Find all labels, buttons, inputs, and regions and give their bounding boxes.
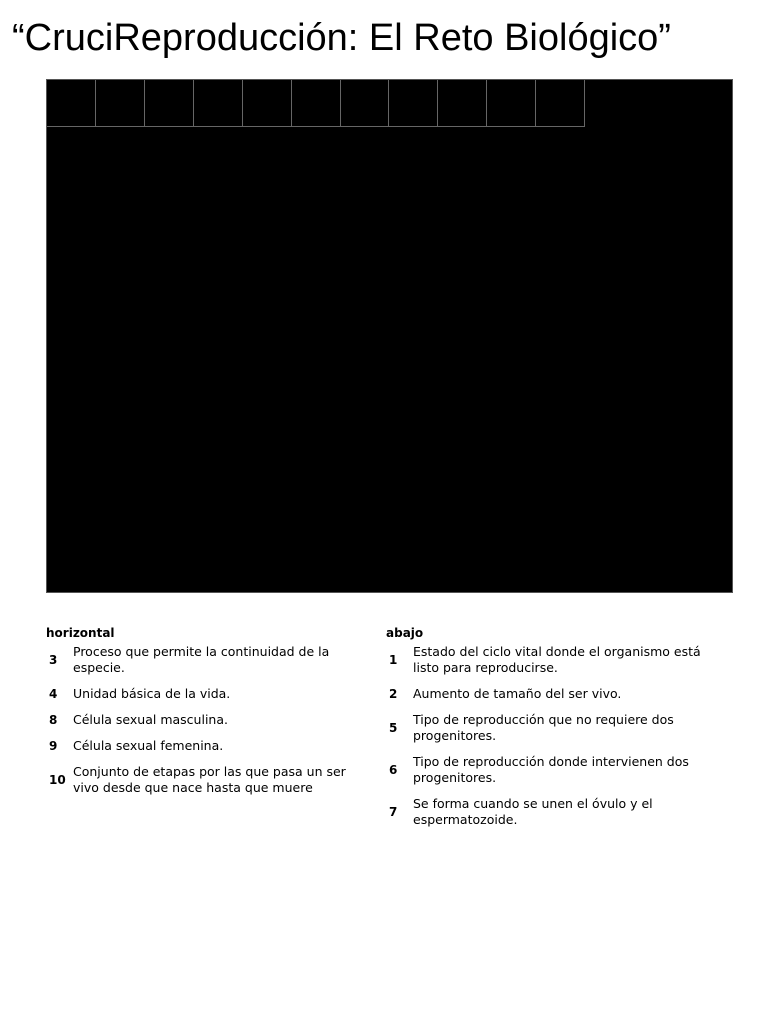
across-clues [46,626,346,806]
clue-item-number: 4 [49,687,58,701]
clue-item [46,738,346,754]
clue-item-text: Célula sexual masculina. [73,712,228,727]
clue-item [46,764,346,796]
clue-item-number: 7 [389,805,398,819]
page-title: “CruciReproducción: El Reto Biológico” [12,17,671,59]
clue-item-number: 9 [49,739,58,753]
clue-item-text: Célula sexual femenina. [73,738,224,753]
clue-item-text: Tipo de reproducción que no requiere dos progenitores. [413,712,674,743]
clue-item [46,644,346,676]
block-cell [194,80,243,127]
down-clue-list [386,644,716,828]
clue-item [46,712,346,728]
clue-item [386,686,716,702]
clue-item-text: Conjunto de etapas por las que pasa un ser vivo desde que nace hasta que muere [73,764,346,795]
clue-item-number: 10 [49,773,66,787]
block-cell [487,80,536,127]
block-cell [145,80,194,127]
block-cell [389,80,438,127]
clue-item-number: 2 [389,687,398,701]
clue-item [386,796,716,828]
clue-number: 1 [49,80,56,93]
clue-item-text: Proceso que permite la continuidad de la especie. [73,644,330,675]
clue-item [386,644,716,676]
block-cell [341,80,390,127]
clue-item-text: Unidad básica de la vida. [73,686,231,701]
clue-item-text: Estado del ciclo vital donde el organismo está listo para reproducirse. [413,644,701,675]
clue-number: 8 [293,80,301,93]
down-heading: abajo [386,626,424,640]
across-clue-list [46,644,346,796]
block-cell [536,80,585,127]
clue-item-number: 1 [389,653,398,667]
clue-item-text: Aumento de tamaño del ser vivo. [413,686,622,701]
across-heading: horizontal [46,626,115,640]
block-cell [243,80,292,127]
clue-item-text: Se forma cuando se unen el óvulo y el espermatozoide. [413,796,653,827]
down-clues [386,626,716,838]
clue-item-number: 8 [49,713,58,727]
clue-item [386,754,716,786]
clue-item-number: 3 [49,653,58,667]
clue-item [386,712,716,744]
crossword-grid [47,80,732,592]
block-cell [292,80,341,127]
block-cell [47,80,96,127]
clue-item [46,686,346,702]
block-cell [438,80,487,127]
clue-item-number: 6 [389,763,398,777]
clue-item-number: 5 [389,721,398,735]
clue-item-text: Tipo de reproducción donde intervienen dos progenitores. [413,754,689,785]
block-cell [96,80,145,127]
